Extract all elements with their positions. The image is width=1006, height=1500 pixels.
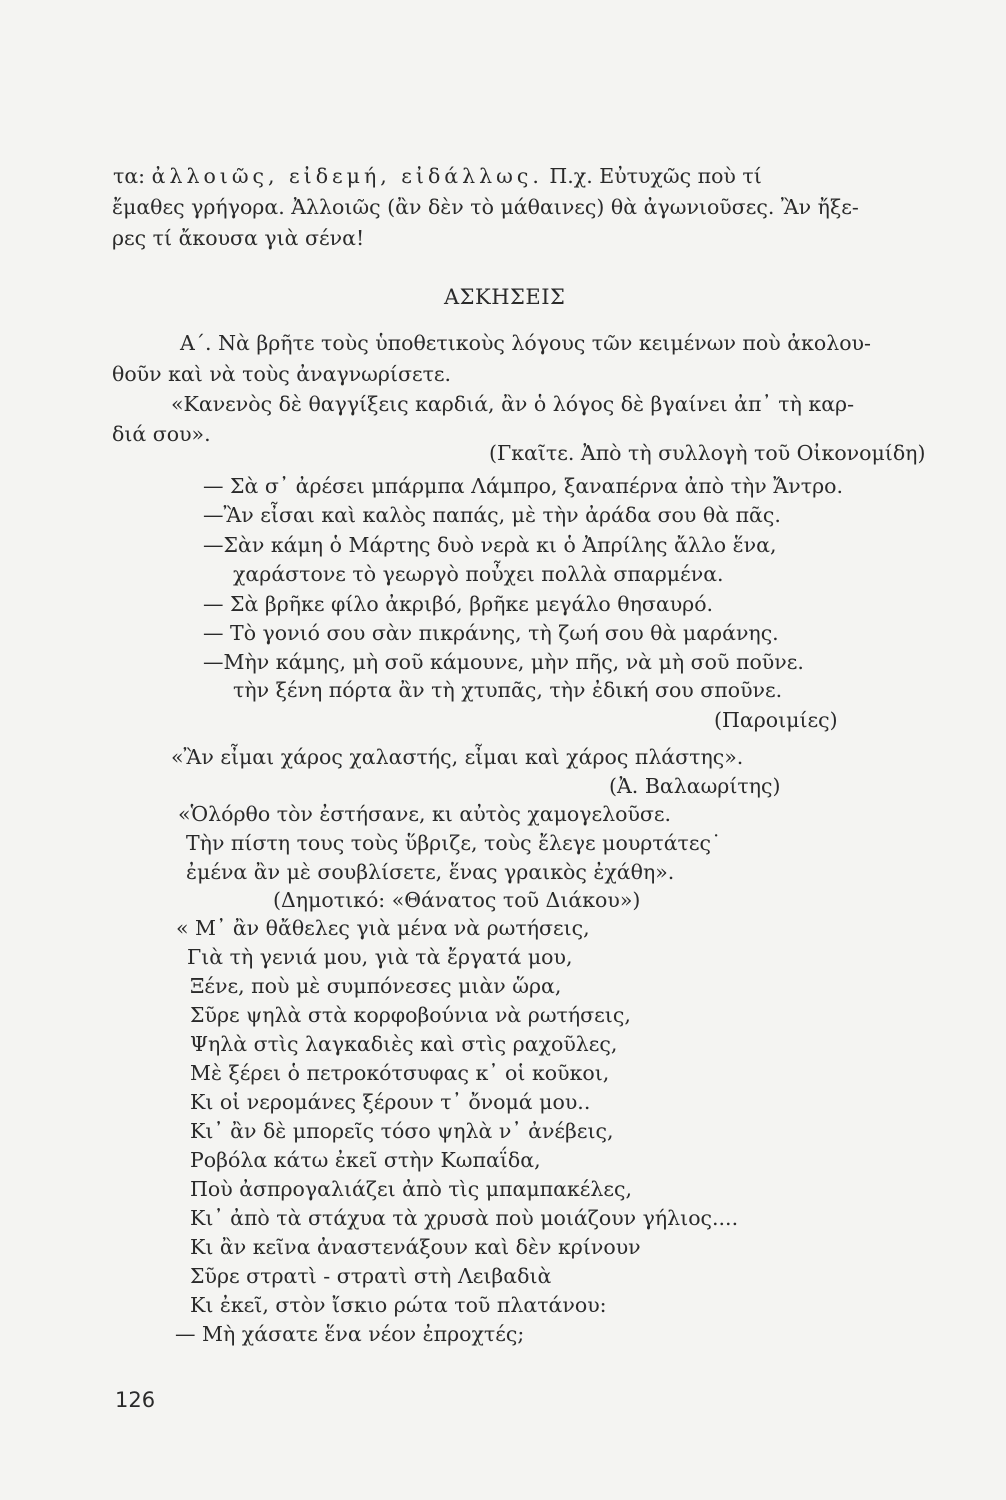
quote3-line: «Ὁλόρθο τὸν ἐστήσανε, κι αὐτὸς χαμογελοῦσε. — [178, 802, 672, 826]
quote1-line-2: διά σου». — [112, 422, 211, 446]
poem-line: Ποὺ ἀσπρογαλιάζει ἀπὸ τὶς μπαμπακέλες, — [190, 1177, 633, 1201]
poem-line: Ψηλὰ στὶς λαγκαδιὲς καὶ στὶς ραχοῦλες, — [190, 1032, 618, 1056]
quote2-source: (Ἀ. Βαλαωρίτης) — [609, 774, 781, 798]
proverb-line: — Σὰ σ᾿ ἀρέσει μπάρμπα Λάμπρο, ξαναπέρνα ἀπὸ τὴν Ἄντρο. — [203, 474, 843, 498]
proverb-line: —Σὰν κάμη ὁ Μάρτης δυὸ νερὰ κι ὁ Ἀπρίλης ἄλλο ἕνα, — [203, 533, 777, 557]
quote3-line: Τὴν πίστη τους τοὺς ὕβριζε, τοὺς ἔλεγε μουρτάτες˙ — [186, 831, 722, 855]
poem-line: Κι᾿ ἂν δὲ μπορεῖς τόσο ψηλὰ ν᾿ ἀνέβεις, — [190, 1119, 614, 1143]
intro-line-1-spaced: ἀλλοιῶς, εἰδεμή, εἰδάλλως. — [151, 164, 543, 188]
intro-line-1-suffix: Π.χ. Εὐτυχῶς ποὺ τί — [542, 164, 762, 188]
poem-line: Κι οἱ νερομάνες ξέρουν τ᾿ ὄνομά μου.. — [190, 1090, 591, 1114]
poem-line: « Μ᾿ ἂν θἄθελες γιὰ μένα νὰ ρωτήσεις, — [176, 916, 590, 940]
proverb-line: —Μὴν κάμης, μὴ σοῦ κάμουνε, μὴν πῆς, νὰ μὴ σοῦ ποῦνε. — [203, 650, 804, 674]
intro-line-2: ἔμαθες γρήγορα. Ἀλλοιῶς (ἂν δὲν τὸ μάθαινες) θὰ ἀγωνιοῦσες. Ἂν ἤξε- — [112, 195, 859, 219]
poem-line: Κι᾿ ἀπὸ τὰ στάχυα τὰ χρυσὰ ποὺ μοιάζουν γήλιος.... — [190, 1206, 739, 1230]
page-number: 126 — [115, 1388, 156, 1412]
quote3-line: ἐμένα ἂν μὲ σουβλίσετε, ἕνας γραικὸς ἐχάθη». — [186, 860, 675, 884]
proverb-line: χαράστονε τὸ γεωργὸ ποὖχει πολλὰ σπαρμένα. — [233, 562, 724, 586]
poem-line: Σῦρε στρατὶ - στρατὶ στὴ Λειβαδιὰ — [190, 1264, 552, 1288]
intro-line-3: ρες τί ἄκουσα γιὰ σένα! — [112, 226, 365, 250]
intro-line-1 — [113, 166, 762, 187]
proverb-line: — Σὰ βρῆκε φίλο ἀκριβό, βρῆκε μεγάλο θησαυρό. — [203, 592, 714, 616]
poem-line: Κι ἂν κεῖνα ἀναστενάξουν καὶ δὲν κρίνουν — [190, 1235, 641, 1259]
section-title: ΑΣΚΗΣΕΙΣ — [444, 285, 566, 309]
poem-line: Κι ἐκεῖ, στὸν ἴσκιο ρώτα τοῦ πλατάνου: — [190, 1293, 607, 1317]
proverbs-source: (Παροιμίες) — [714, 708, 838, 732]
quote3-source: (Δημοτικό: «Θάνατος τοῦ Διάκου») — [273, 888, 641, 912]
quote1-source: (Γκαῖτε. Ἀπὸ τὴ συλλογὴ τοῦ Οἰκονομίδη) — [489, 441, 926, 465]
exercise-line-1: Α΄. Νὰ βρῆτε τοὺς ὑποθετικοὺς λόγους τῶν κειμένων ποὺ ἀκολου- — [180, 331, 871, 355]
exercise-line-2: θοῦν καὶ νὰ τοὺς ἀναγνωρίσετε. — [112, 362, 452, 386]
quote1-line-1: «Κανενὸς δὲ θαγγίξεις καρδιά, ἂν ὁ λόγος δὲ βγαίνει ἀπ᾿ τὴ καρ- — [171, 392, 855, 416]
poem-line: Σῦρε ψηλὰ στὰ κορφοβούνια νὰ ρωτήσεις, — [190, 1003, 631, 1027]
quote2-line: «Ἂν εἶμαι χάρος χαλαστής, εἶμαι καὶ χάρος πλάστης». — [171, 745, 744, 769]
poem-line: — Μὴ χάσατε ἕνα νέον ἐπροχτές; — [175, 1322, 525, 1346]
poem-line: Ξένε, ποὺ μὲ συμπόνεσες μιὰν ὥρα, — [190, 974, 562, 998]
intro-line-1-prefix: τα: — [113, 164, 152, 188]
proverb-line: —Ἂν εἶσαι καὶ καλὸς παπάς, μὲ τὴν ἀράδα σου θὰ πᾶς. — [203, 503, 781, 527]
proverb-line: — Τὸ γονιό σου σὰν πικράνης, τὴ ζωή σου θὰ μαράνης. — [203, 621, 779, 645]
poem-line: Μὲ ξέρει ὁ πετροκότσυφας κ᾿ οἱ κοῦκοι, — [190, 1061, 610, 1085]
proverb-line: τὴν ξένη πόρτα ἂν τὴ χτυπᾶς, τὴν ἐδική σου σποῦνε. — [233, 678, 783, 702]
poem-line: Ροβόλα κάτω ἐκεῖ στὴν Κωπαΐδα, — [190, 1148, 541, 1172]
poem-line: Γιὰ τὴ γενιά μου, γιὰ τὰ ἔργατά μου, — [187, 945, 573, 969]
